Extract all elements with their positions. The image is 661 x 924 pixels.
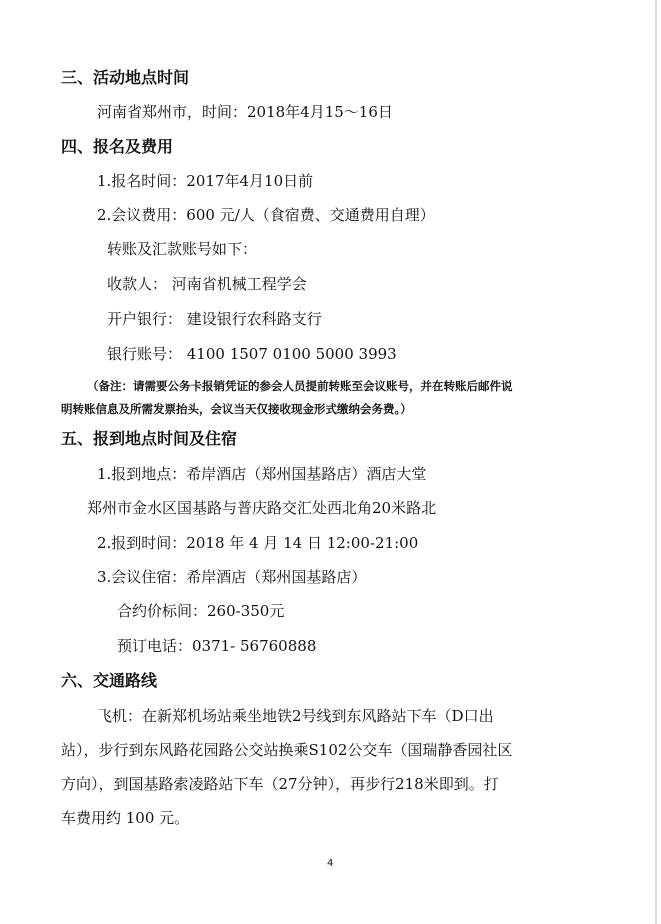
- registration-deadline: 1.报名时间：2017年4月10日前: [97, 172, 314, 190]
- section3-location-time: 河南省郑州市，时间：2018年4月15～16日: [97, 103, 393, 121]
- transport-line2: 站），步行到东风路花园路公交站换乘S102公交车（国瑞静香园社区: [61, 741, 513, 759]
- conference-fee: 2.会议费用：600 元/人（食宿费、交通费用自理）: [97, 206, 435, 224]
- section6-heading: 六、交通路线: [61, 671, 158, 690]
- section5-heading: 五、报到地点时间及住宿: [61, 429, 238, 448]
- checkin-location: 1.报到地点：希岸酒店（郑州国基路店）酒店大堂: [97, 465, 427, 483]
- booking-phone: 预订电话：0371- 56760888: [117, 637, 317, 655]
- payment-note-line2: 明转账信息及所需发票抬头，会议当天仅接收现金形式缴纳会务费。）: [61, 402, 412, 416]
- transfer-intro: 转账及汇款账号如下：: [107, 240, 258, 258]
- accommodation: 3.会议住宿：希岸酒店（郑州国基路店）: [97, 568, 367, 586]
- payment-note-line1: （备注：请需要公务卡报销凭证的参会人员提前转账至会议账号，并在转账后邮件说: [87, 379, 513, 393]
- room-price: 合约价标间：260-350元: [117, 602, 285, 620]
- section4-heading: 四、报名及费用: [61, 137, 174, 156]
- bank-account: 银行账号： 4100 1507 0100 5000 3993: [107, 345, 397, 363]
- payee: 收款人： 河南省机械工程学会: [107, 275, 307, 293]
- page-number: 4: [327, 858, 334, 869]
- section3-heading: 三、活动地点时间: [61, 68, 190, 87]
- transport-line4: 车费用约 100 元。: [61, 809, 190, 827]
- bank-name: 开户银行： 建设银行农科路支行: [107, 310, 322, 328]
- transport-line1: 飞机：在新郑机场站乘坐地铁2号线到东风路站下车（D口出: [97, 707, 494, 725]
- checkin-time: 2.报到时间：2018 年 4 月 14 日 12:00-21:00: [97, 534, 419, 552]
- hotel-address: 郑州市金水区国基路与普庆路交汇处西北角20米路北: [87, 499, 437, 517]
- page-edge: [655, 0, 657, 924]
- transport-line3: 方向），到国基路索凌路站下车（27分钟），再步行218米即到。打: [61, 775, 499, 793]
